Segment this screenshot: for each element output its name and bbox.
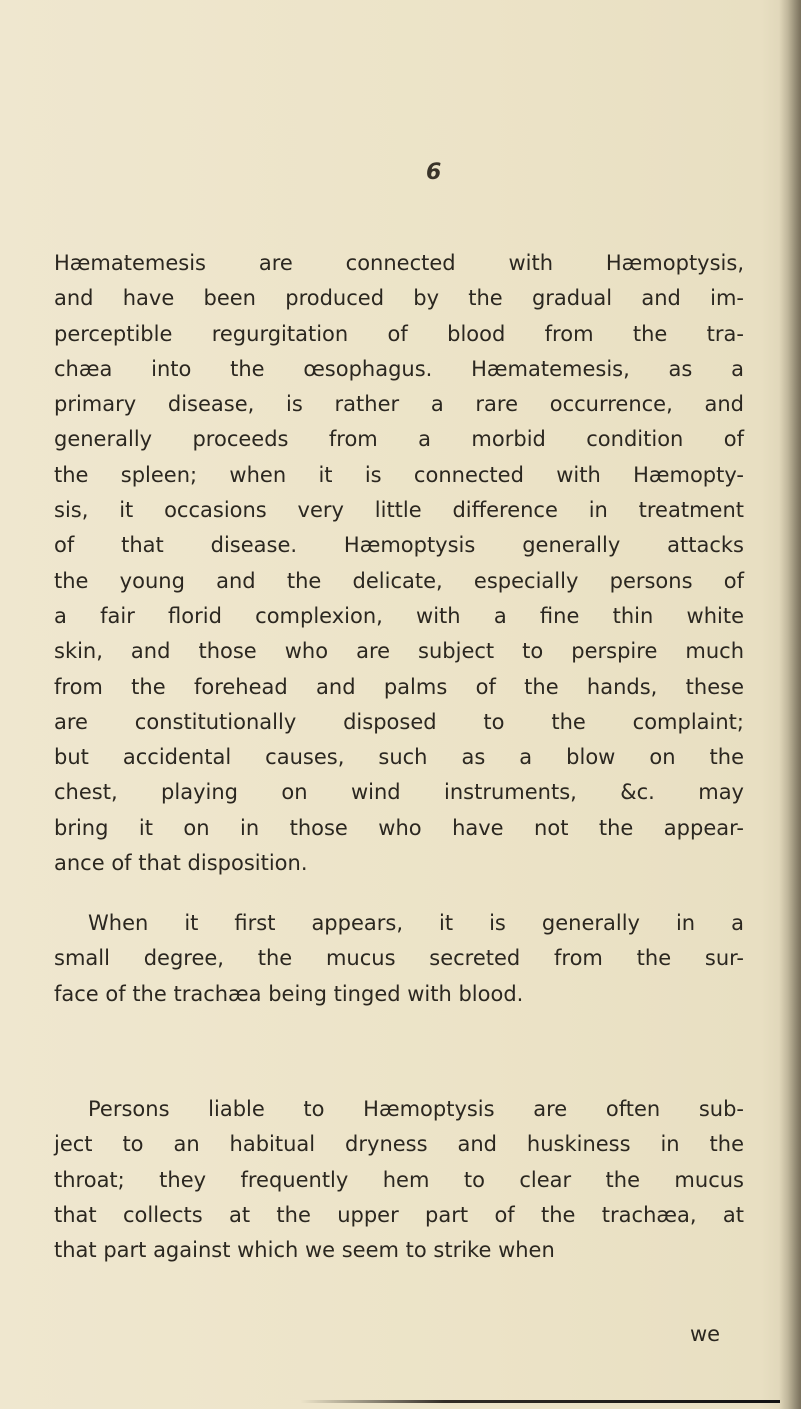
text-line: a fair florid complexion, with a fine thin white — [54, 603, 744, 628]
text-line: When it first appears, it is generally in a — [88, 911, 744, 935]
text-line: Persons liable to Hæmoptysis are often sub- — [88, 1097, 744, 1121]
text-line: the young and the delicate, especially persons of — [54, 568, 744, 593]
catchword: we — [690, 1322, 721, 1346]
bottom-edge-rule — [300, 1400, 780, 1403]
paragraph-1 — [54, 246, 744, 881]
text-line: from the forehead and palms of the hands, these — [54, 674, 744, 699]
text-line: throat; they frequently hem to clear the mucus — [54, 1167, 744, 1192]
text-line: small degree, the mucus secreted from the sur- — [54, 946, 744, 971]
text-line: and have been produced by the gradual and im- — [54, 286, 744, 311]
text-line: that collects at the upper part of the trachæa, at — [54, 1202, 744, 1227]
text-line: sis, it occasions very little difference in treatment — [54, 498, 744, 523]
text-line: that part against which we seem to strike when — [54, 1238, 555, 1263]
text-line: chæa into the œsophagus. Hæmatemesis, as a — [54, 356, 744, 381]
text-line: generally proceeds from a morbid condition of — [54, 427, 744, 452]
text-line: ject to an habitual dryness and huskiness in the — [54, 1132, 744, 1157]
text-line: skin, and those who are subject to perspire much — [54, 639, 744, 664]
paragraph-3 — [54, 1092, 744, 1268]
text-line: of that disease. Hæmoptysis generally attacks — [54, 533, 744, 558]
text-line: ance of that disposition. — [54, 851, 308, 876]
text-line: are constitutionally disposed to the complaint; — [54, 709, 744, 734]
text-line: but accidental causes, such as a blow on the — [54, 745, 744, 770]
text-line: bring it on in those who have not the appear- — [54, 815, 744, 840]
paragraph-2 — [54, 906, 744, 1012]
page-edge-shadow — [779, 0, 801, 1409]
text-line: perceptible regurgitation of blood from the tra- — [54, 321, 744, 346]
text-line: the spleen; when it is connected with Hæmopty- — [54, 462, 744, 487]
page-number: 6 — [426, 160, 442, 185]
text-line: Hæmatemesis are connected with Hæmoptysis, — [54, 251, 744, 275]
text-line: chest, playing on wind instruments, &c. may — [54, 780, 744, 805]
text-line: face of the trachæa being tinged with blood. — [54, 981, 524, 1006]
text-line: primary disease, is rather a rare occurrence, and — [54, 392, 744, 417]
